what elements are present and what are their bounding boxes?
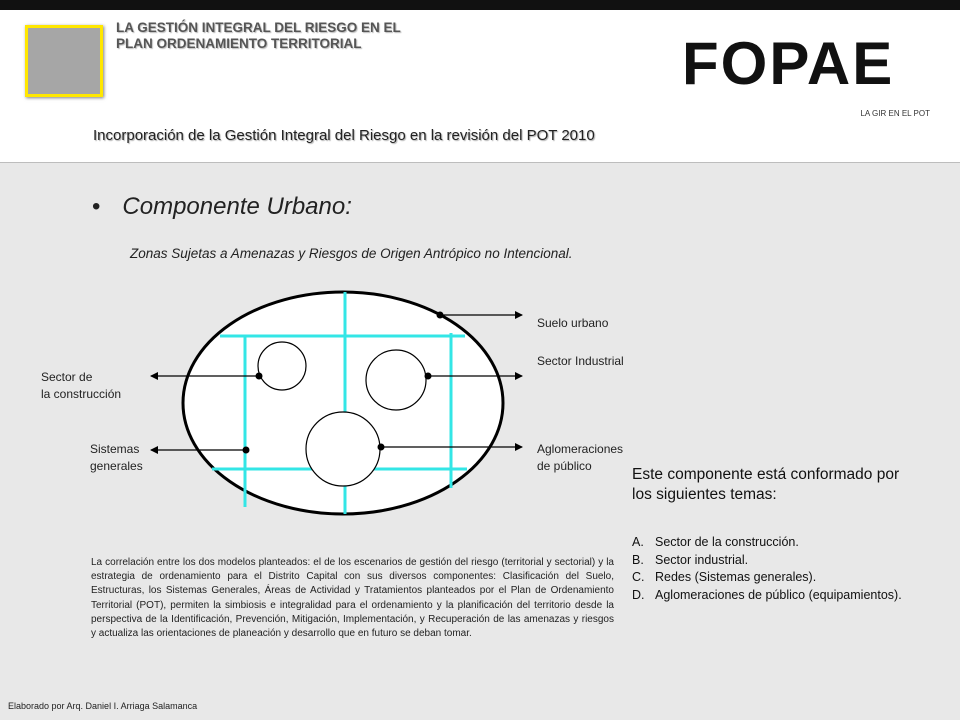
label-sector-industrial: Sector Industrial bbox=[537, 354, 624, 368]
section-title-text: Componente Urbano: bbox=[122, 193, 352, 220]
list-item-letter: D. bbox=[632, 587, 645, 602]
list-item-text: Aglomeraciones de público (equipamientos). bbox=[655, 587, 902, 602]
label-aglomeraciones bbox=[537, 441, 623, 475]
list-item-text: Redes (Sistemas generales). bbox=[655, 570, 817, 584]
dot-sector-construccion bbox=[256, 373, 263, 380]
brand-subtitle: LA GIR EN EL POT bbox=[860, 109, 930, 118]
components-list bbox=[632, 534, 932, 604]
list-item-letter: C. bbox=[632, 570, 645, 584]
bullet-marker: • bbox=[92, 193, 101, 220]
footer-credit: Elaborado por Arq. Daniel I. Arriaga Salamanca bbox=[8, 701, 198, 711]
description-paragraph: La correlación entre los dos modelos planteados: el de los escenarios de gestión del riesgo (territorial y sectorial) y la estrategia de ordenamiento para el Distrito Capital con sus diversos componentes: Clasificación del Suelo, Estructuras, los Sistemas Generales, Áreas de Actividad y Tratamientos planteados por el Plan de Ordenamiento Territorial (POT), permiten la simbiosis e integralidad para el ordenamiento y la planificación del territorio desde la perspectiva de la Identificación, Prevención, Mitigación, Implementación, y Recuperación de las amenazas y riesgos y actualiza las orientaciones de planeación y desarrollo que en futuro se deban tomar. bbox=[91, 557, 614, 640]
list-item bbox=[632, 587, 932, 605]
list-item bbox=[632, 569, 932, 587]
dot-sistemas-generales bbox=[243, 447, 250, 454]
label-sistemas-generales bbox=[90, 441, 143, 475]
list-item-letter: B. bbox=[632, 552, 644, 567]
label-aglomeraciones-line1: Aglomeraciones bbox=[537, 442, 624, 456]
dot-sector-industrial bbox=[425, 373, 432, 380]
zone-circle-public bbox=[306, 412, 380, 486]
zone-circle-construction bbox=[258, 342, 306, 390]
components-heading: Este componente está conformado por los siguientes temas: bbox=[632, 466, 900, 503]
label-sector-construccion-line2: la construcción bbox=[41, 387, 122, 401]
label-sistemas-generales-line1: Sistemas bbox=[90, 442, 140, 456]
zone-circle-industrial bbox=[366, 350, 426, 410]
label-sistemas-generales-line2: generales bbox=[90, 459, 143, 473]
list-item-text: Sector industrial. bbox=[655, 552, 749, 567]
lead-text: Zonas Sujetas a Amenazas y Riesgos de Origen Antrópico no Intencional. bbox=[130, 246, 573, 261]
page-subtitle: Incorporación de la Gestión Integral del Riesgo en la revisión del POT 2010 bbox=[93, 127, 595, 144]
label-sector-construccion-line1: Sector de bbox=[41, 370, 93, 384]
header-title-line1: LA GESTIÓN INTEGRAL DEL RIESGO EN EL bbox=[116, 20, 401, 35]
list-item-letter: A. bbox=[632, 535, 644, 549]
dot-suelo-urbano bbox=[437, 312, 444, 319]
list-item bbox=[632, 552, 932, 570]
list-item bbox=[632, 534, 932, 552]
list-item-text: Sector de la construcción. bbox=[655, 535, 799, 549]
label-aglomeraciones-line2: de público bbox=[537, 459, 592, 473]
label-suelo-urbano: Suelo urbano bbox=[537, 316, 609, 330]
brand-logo: FOPAE bbox=[682, 30, 895, 97]
header-title-line2: PLAN ORDENAMIENTO TERRITORIAL bbox=[116, 36, 362, 51]
label-sector-construccion bbox=[41, 369, 121, 403]
dot-aglomeraciones bbox=[378, 444, 385, 451]
